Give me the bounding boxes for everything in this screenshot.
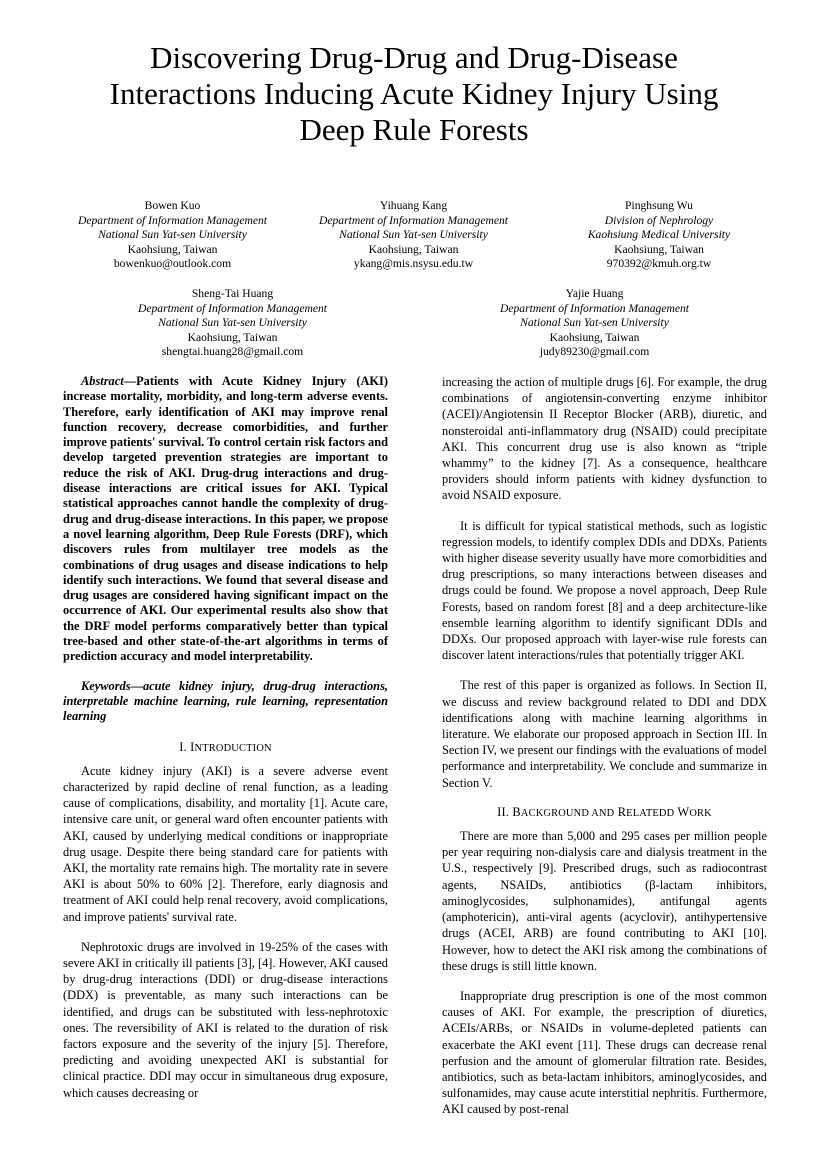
paragraph: Acute kidney injury (AKI) is a severe adverse event characterized by rapid decline of renal function, as a leading cause of complications, disability, and mortality [1]. Acute care, intensive care unit, or general ward often encounter patients with AKI, caused by underlying medical conditions or inappropriate drug usage. Despite there being standard care for patients with AKI, the mortality rate remains high. The mortality rate in severe AKI is about 50% to 60% [2]. Therefore, early diagnosis and treatment of AKI could help renal recovery, avoid complications, and improve patients' survival rate.	[63, 763, 388, 924]
author-organization: National Sun Yat-sen University	[158, 316, 307, 330]
author-block	[554, 199, 764, 272]
abstract-lead: Abstract	[81, 374, 124, 388]
paragraph: Nephrotoxic drugs are involved in 19-25% of the cases with severe AKI in critically ill patients [3], [4]. However, AKI caused by drug-drug interactions (DDI) or drug-disease interactions (DDX) is preventable, as many such interactions can be identified, and drugs can be substituted with less-nephrotoxic ones. The reversibility of AKI is related to the duration of risk factors exposure and the severity of the injury [5]. Therefore, predicting and avoiding unexpected AKI is substantial for clinical practice. DDI may occur in simultaneous drug exposure, which causes decreasing or	[63, 939, 388, 1100]
author-name: Sheng-Tai Huang	[191, 287, 274, 300]
paragraph: Inappropriate drug prescription is one of the most common causes of AKI. For example, the prescription of diuretics, ACEIs/ARBs, or NSAIDs in volume-depleted patients can exacerbate the AKI event [11]. These drugs can decrease renal perfusion and the amount of glomerular filtration rate. Besides, antibiotics, such as beta-lactam inhibitors, aminoglycosides, and sulfonamides, may cause acute interstitial nephritis. Furthermore, AKI caused by post-renal	[442, 988, 767, 1117]
title-line: Discovering Drug-Drug and Drug-Disease	[150, 40, 678, 75]
right-column	[442, 374, 767, 1118]
paper-title	[60, 40, 768, 148]
author-name: Bowen Kuo	[144, 199, 201, 212]
author-organization: National Sun Yat-sen University	[98, 228, 247, 242]
paragraph: It is difficult for typical statistical methods, such as logistic regression models, to identify complex DDIs and DDXs. Patients with higher disease severity usually have more comorbidities and drug prescriptions, so many interactions between diseases and drugs could be found. We propose a novel approach, Deep Rule Forests, based on random forest [8] and a deep architecture-like ensemble learning algorithm to identify significant DDIs and DDXs. Our proposed approach with layer-wise rule forests can discover latent interactions/rules that potentially trigger AKI.	[442, 518, 767, 663]
author-block	[301, 199, 526, 272]
author-email: judy89230@gmail.com	[539, 345, 650, 359]
author-email: bowenkuo@outlook.com	[113, 257, 232, 271]
author-department: Department of Information Management	[499, 301, 689, 315]
keywords: Keywords—acute kidney injury, drug-drug interactions, interpretable machine learning, rule learning, representation learning	[63, 678, 388, 724]
author-name: Yihuang Kang	[379, 199, 448, 212]
author-block	[60, 199, 285, 272]
abstract-text: —Patients with Acute Kidney Injury (AKI) increase mortality, morbidity, and long-term adverse events. Therefore, early identification of AKI may improve renal function recovery, decrease comorbidities, and further improve patients' survival. To control certain risk factors and develop targeted prevention strategies are important to reduce the risk of AKI. Drug-drug interactions and drug-disease interactions are critical issues for AKI. Typical statistical approaches cannot handle the complexity of drug-drug and drug-disease interactions. In this paper, we propose a novel learning algorithm, Deep Rule Forests (DRF), which discovers rules from multilayer tree models as the combinations of drug usages and disease indications to help identify such interactions. We found that several disease and drug usages are considered having significant impact on the occurrence of AKI. Our experimental results also show that the DRF model performs comparatively better than typical tree-based and other state-of-the-art algorithms in terms of prediction accuracy and model interpretability.	[63, 374, 388, 664]
author-location: Kaohsiung, Taiwan	[549, 330, 640, 344]
author-department: Department of Information Management	[77, 213, 267, 227]
abstract	[63, 374, 388, 665]
author-organization: National Sun Yat-sen University	[339, 228, 488, 242]
author-email: shengtai.huang28@gmail.com	[161, 345, 304, 359]
author-organization: Kaohsiung Medical University	[587, 228, 731, 242]
paragraph: There are more than 5,000 and 295 cases per million people per year requiring non-dialysis care and dialysis treatment in the U.S., respectively [9]. Prescribed drugs, such as radiocontrast agents, NSAIDs, antibiotics (β-lactam inhibitors, aminoglycosides, sulphonamides), antifungal agents (amphotericin), anti-viral agents (acyclovir), antihypertensive drugs (ACEI, ARB) are found contributing to AKI [10]. However, how to detect the AKI risk among the combinations of these drugs is still little known.	[442, 829, 767, 973]
author-location: Kaohsiung, Taiwan	[187, 330, 278, 344]
section-heading-background: II. BACKGROUND AND RELATEDD WORK	[497, 804, 712, 819]
author-block	[120, 287, 345, 360]
section-heading-introduction: I. INTRODUCTION	[179, 739, 272, 754]
title-line: Deep Rule Forests	[299, 112, 529, 147]
author-location: Kaohsiung, Taiwan	[368, 242, 459, 256]
author-email: ykang@mis.nsysu.edu.tw	[353, 257, 474, 271]
left-column	[63, 374, 388, 1101]
author-department: Division of Nephrology	[604, 213, 714, 227]
author-department: Department of Information Management	[318, 213, 508, 227]
author-name: Yajie Huang	[565, 287, 624, 300]
title-line: Interactions Inducing Acute Kidney Injury Using	[109, 76, 719, 111]
author-email: 970392@kmuh.org.tw	[606, 257, 712, 271]
author-name: Pinghsung Wu	[625, 199, 693, 212]
paragraph: The rest of this paper is organized as follows. In Section II, we discuss and review background related to DDI and DDX identifications along with machine learning algorithms in literature. We elaborate our proposed approach in Section III. In Section IV, we present our findings with the evaluations of model performance and interpretability. We conclude and summarize in Section V.	[442, 678, 767, 790]
author-organization: National Sun Yat-sen University	[520, 316, 669, 330]
author-block	[482, 287, 707, 360]
author-location: Kaohsiung, Taiwan	[614, 242, 704, 256]
author-department: Department of Information Management	[137, 301, 327, 315]
author-location: Kaohsiung, Taiwan	[127, 242, 218, 256]
paragraph: increasing the action of multiple drugs [6]. For example, the drug combinations of angiotensin-converting enzyme inhibitor (ACEI)/Angiotensin II Receptor Blocker (ARB), diuretic, and nonsteroidal anti-inflammatory drug (NSAID) could precipitate AKI. This concurrent drug use is also known as “triple whammy” to the kidney [7]. As a consequence, healthcare providers should inform patients with kidney dysfunction to avoid NSAID exposure.	[442, 375, 767, 503]
